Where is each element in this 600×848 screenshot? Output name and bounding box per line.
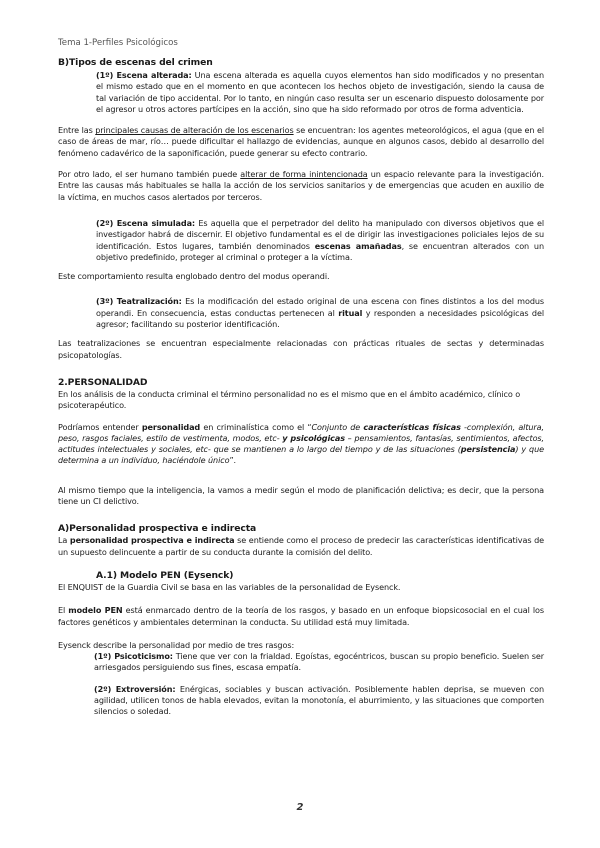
paragraph-inteligencia: Al mismo tiempo que la inteligencia, la vamos a medir según el modo de planificación delictiva; es decir, que la persona tiene un CI delictivo. [58,484,544,507]
psico-label: (1º) Psicoticismo: [94,651,173,662]
humano-underlined: alterar de forma inintencionada [240,169,368,180]
teatral-text2: y responden a necesidades psicológicas del agresor; facilitando su posterior identificación. [96,307,544,330]
causas-pre: Entre las [58,125,96,136]
paragraph-escena-simulada [96,218,544,263]
def-italic-2: -complexión, altura, peso, rasgos faciales, estilo de vestimenta, modos, etc- [58,421,544,443]
paragraph-escena-alterada [96,70,544,115]
sa-post: se entiende como el proceso de predecir las características identificativas de un supuesto delincuente a partir de su conducta durante la comisión del delito. [58,535,544,557]
paragraph-causas [58,125,544,159]
section-a1-title: A.1) Modelo PEN (Eysenck) [96,569,234,581]
section-a-title: A)Personalidad prospectiva e indirecta [58,523,257,535]
page-header: Tema 1-Perfiles Psicológicos [58,38,178,48]
section-b-title: B)Tipos de escenas del crimen [58,57,213,68]
extra-label: (2º) Extroversión: [94,683,176,694]
paragraph-eysenck: Eysenck describe la personalidad por medio de tres rasgos: [58,639,295,650]
document-body [58,57,544,718]
paragraph-s2-intro: En los análisis de la conducta criminal el término personalidad no es el mismo que en el ámbito académico, clínico o psicoterapéutico. [58,388,521,411]
page-number: 2 [296,802,304,813]
def-bold-italic-1: características físicas [363,421,461,432]
alterada-text: Una escena alterada es aquella cuyos elementos han sido modificados y no presentan el mismo estado que en el momento en que acontecen los hechos objeto de investigación, siendo la causa de tal variación de tipo accidental. Por lo tanto, en ningún caso resulta ser un escenario dispuesto dolosamente por el agresor u otros actores partícipes en la acción, sino que ha sido reformado por otros de forma adventicia. [96,70,545,114]
alterada-label: (1º) Escena alterada: [96,70,192,80]
teatral-label: (3º) Teatralización: [96,296,182,307]
def-bold-italic-3: persistencia [460,444,516,455]
humano-pre: Por otro lado, el ser humano también puede [58,169,241,180]
humano-post: un espacio relevante para la investigación. Entre las causas más habituales se halla la acción de los servicios sanitarios y de emergencias que acuden en auxilio de la víctima, en muchos casos alertados por terceros. [58,169,544,202]
pen-post: está enmarcado dentro de la teoría de los rasgos, y basado en un enfoque biopsicosocial en el cual los factores genéticos y ambientales determinan la conducta. Su utilidad está muy limitada. [58,605,544,627]
def-mid: en criminalística como el “ [200,421,312,432]
def-italic-3: – pensamientos, fantasías, sentimientos, afectos, actitudes intelectuales y sociales, etc- que se mantienen a lo largo del tiempo y de las situaciones ( [58,432,545,455]
paragraph-modelo-pen [58,605,544,628]
simulada-bold: escenas amañadas [314,240,402,251]
def-bold: personalidad [141,421,201,432]
causas-underlined: principales causas de alteración de los escenarios [95,125,294,136]
def-italic-4: ) y que determina a un individuo, haciéndole único [58,444,544,466]
paragraph-prospectiva [58,535,544,558]
simulada-text1: Es aquella que el perpetrador del delito ha manipulado con diversos objetivos que el investigador habrá de discernir. El objetivo fundamental es el de dirigir las investigaciones policiales lejos de su identificación. Estos lugares, también denominados [96,217,544,251]
simulada-text2: , se encuentran alterados con un objetivo predefinido, proteger al criminal o proteger a la víctima. [96,240,544,262]
extra-text: Enérgicas, sociables y buscan activación. Posiblemente hablen deprisa, se mueven con agilidad, utilicen tonos de habla elevados, evitan la monotonía, el aburrimiento, y las situaciones que comporten silencios o soledad. [94,683,544,717]
pen-bold: modelo PEN [68,605,123,616]
psico-text: Tiene que ver con la frialdad. Egoístas, egocéntricos, buscan su propio beneficio. Suelen ser arriesgados persiguiendo sus fines, escasa empatía. [94,651,544,673]
simulada-label: (2º) Escena simulada: [96,217,196,228]
paragraph-extroversion [94,684,544,718]
paragraph-psicoticismo [94,651,544,674]
section-2-title: 2.PERSONALIDAD [58,376,148,388]
pen-pre: El [58,605,69,616]
sa-pre: La [58,535,70,546]
def-bold-italic-2: y psicológicas [282,432,345,443]
def-end: ”. [229,455,237,466]
def-italic-1: Conjunto de [311,421,364,432]
def-pre: Podríamos entender [58,421,142,432]
paragraph-teatral-note: Las teatralizaciones se encuentran especialmente relacionadas con prácticas rituales de sectas y determinadas psicopatologías. [58,338,544,360]
sa-bold: personalidad prospectiva e indirecta [69,535,235,546]
paragraph-modus: Este comportamiento resulta englobado dentro del modus operandi. [58,271,330,282]
teatral-bold: ritual [338,307,363,318]
causas-post: se encuentran: los agentes meteorológicos, el agua (que en el caso de áreas de mar, río… puede dificultar el hallazgo de evidencias, aunque en algunos casos, debido al desarrollo del fenómeno cadavérico de la saponificación, puede generar su efecto contrario. [58,125,544,158]
paragraph-humano [58,169,544,203]
paragraph-enquist: El ENQUIST de la Guardia Civil se basa en las variables de la personalidad de Eysenck. [58,581,401,592]
paragraph-definicion [58,422,544,467]
paragraph-teatralizacion [96,296,544,330]
teatral-text1: Es la modificación del estado original de una escena con fines distintos a los del modus operandi. En consecuencia, estas conductas pertenecen al [96,296,544,318]
